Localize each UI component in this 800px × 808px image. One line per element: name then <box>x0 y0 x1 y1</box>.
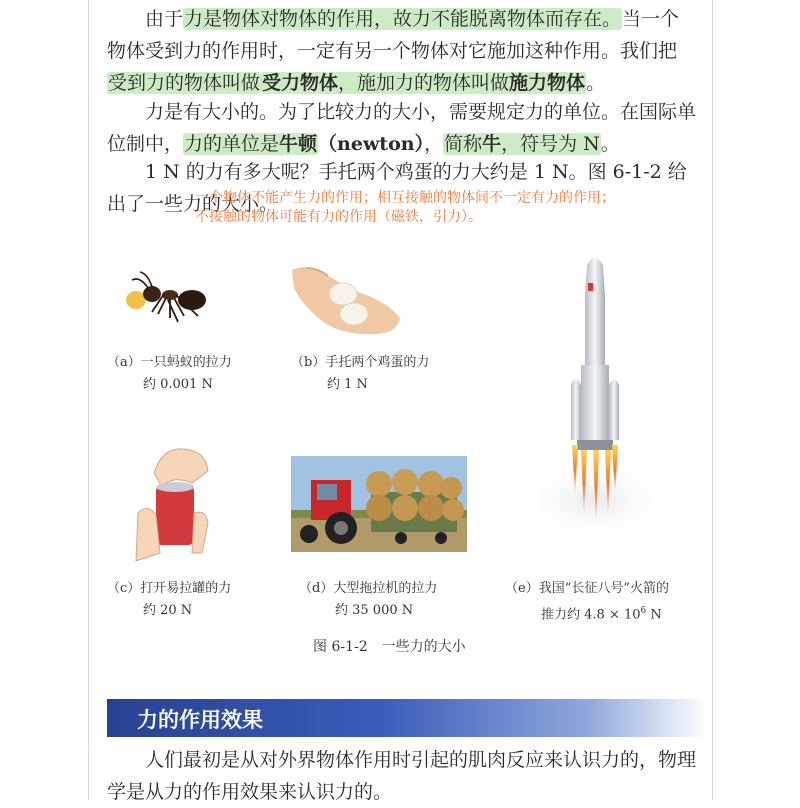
annotation-line: 一个物体不能产生力的作用；相互接触的物体间不一定有力的作用； <box>195 190 615 206</box>
caption-line: （a）一只蚂蚁的拉力 <box>107 355 232 370</box>
paragraph-force-effect: 人们最初是从对外界物体作用时引起的肌肉反应来认识力的，物理学是从力的作用效果来认识力的。 <box>107 749 697 803</box>
text-span: ，施加力的物体叫做 <box>338 72 510 94</box>
caption-line: 约 0.001 N <box>143 377 213 392</box>
figure-title: 图 6-1-2 一些力的大小 <box>313 639 466 655</box>
paragraph-force-definition <box>107 3 697 99</box>
caption-line: 约 35 000 N <box>335 603 414 618</box>
highlight-receiver: 受到力的物体叫做 <box>108 72 261 94</box>
ant-image <box>118 270 223 330</box>
caption-line: 约 1 N <box>327 377 368 392</box>
hand-with-eggs-image <box>288 262 406 342</box>
text-span: 由于 <box>145 8 184 30</box>
caption-line: （b）手托两个鸡蛋的力 <box>291 355 430 370</box>
section-header <box>107 699 707 737</box>
annotation-line: 不接触的物体可能有力的作用（磁铁，引力）。 <box>195 209 482 225</box>
caption-exponent: 6 <box>640 606 647 616</box>
caption-d <box>299 578 437 622</box>
text-span: 简称 <box>444 133 483 155</box>
caption-line <box>505 600 669 626</box>
term-newton-cn: 牛顿 <box>279 133 318 155</box>
section-title: 力的作用效果 <box>137 708 263 732</box>
term-niu: 牛 <box>482 133 502 155</box>
page-edge-left <box>88 0 89 800</box>
caption-line: （e）我国“长征八号”火箭的 <box>505 581 669 596</box>
caption-line: （c）打开易拉罐的力 <box>107 581 232 596</box>
text-span: 力的单位是 <box>184 133 280 155</box>
caption-a <box>107 352 232 396</box>
can-opening-image <box>132 443 214 561</box>
paragraph-force-unit <box>107 96 697 160</box>
annotation-note <box>195 189 655 227</box>
caption-c <box>107 578 231 622</box>
rocket-image <box>515 255 675 555</box>
text-span: 当一个物体受到力的作用时，一定有另一个物体对它施加这种作用。我们把 <box>107 8 680 62</box>
highlight-force-interaction: 力是物体对物体的作用，故力不能脱离物体而存在。 <box>184 8 622 30</box>
page-edge-right <box>712 0 713 800</box>
tractor-image <box>291 456 467 552</box>
term-receiver-object: 受力物体 <box>262 72 339 94</box>
paragraph-1n-example: 1 N 的力有多大呢？手托两个鸡蛋的力大约是 1 N。图 6-1-2 给出了一些力的大小。 <box>107 161 687 215</box>
text-span: ，符号为 N <box>501 133 600 155</box>
text-span: ， <box>424 133 444 155</box>
caption-b <box>291 352 429 396</box>
text-span: 力是有大小的。为了比较力的大小，需要规定力的单位。在国际单位制中， <box>107 101 697 155</box>
caption-line: 约 20 N <box>143 603 193 618</box>
term-applier-object: 施力物体 <box>509 72 586 94</box>
caption-e <box>505 578 669 626</box>
caption-line: （d）大型拖拉机的拉力 <box>299 581 438 596</box>
term-newton-en: （newton） <box>318 133 425 155</box>
caption-thrust-value: 推力约 4.8 × 10 <box>541 607 641 623</box>
text-span: 。 <box>600 133 620 155</box>
text-span: 。 <box>586 72 606 94</box>
caption-unit: N <box>646 607 662 623</box>
